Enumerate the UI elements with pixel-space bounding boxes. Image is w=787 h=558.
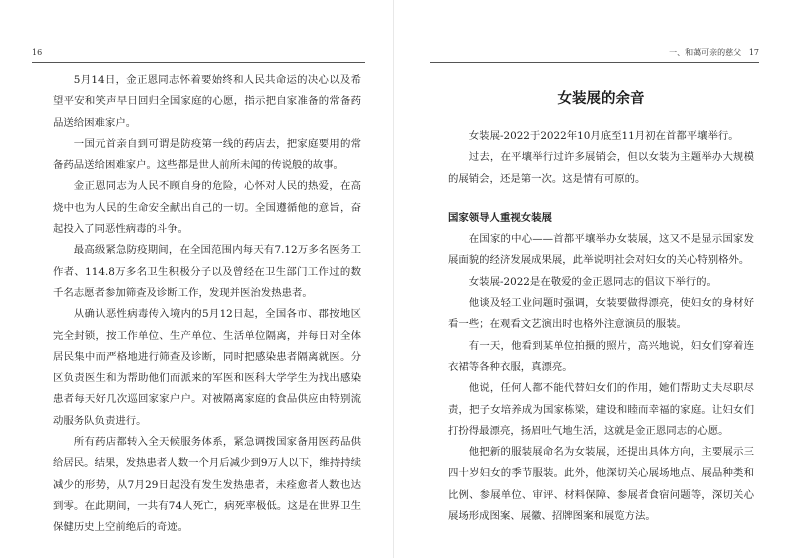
section-paragraph-4: 有一天，他看到某单位拍摄的照片，高兴地说，妇女们穿着连衣裙等各种衣服，真漂亮。 [448,339,754,373]
left-paragraph-5: 从确认恶性病毒传入境内的5月12日起，全国各市、郡按地区完全封锁，按工作单位、生产单位、生活单位隔离，并每日对全体居民集中而严格地进行筛查及诊断，同时把感染患者隔离就医。分区负责医生和为帮助他们而派来的军医和医科大学学生为找出感染患者每天好几次巡回家家户户。对被隔离家庭的食品供应由特别流动服务队负责进行。 [53,308,361,427]
running-head-and-page-number [669,46,759,60]
left-paragraph-4: 最高级紧急防疫期间，在全国范围内每天有7.12万多名医务工作者、114.8万多名卫生积极分子以及曾经在卫生部门工作过的数千名志愿者参加筛查及诊断工作，发现并医治发热患者。 [53,244,361,299]
left-paragraph-6: 所有药店都转入全天候服务体系，紧急调拨国家备用医药品供给居民。结果，发热患者人数一个月后减少到9万人以下，维持持续减少的形势，从7月29日起没有发生发热患者，未痊愈者人数也达到零。在此期间，一共有74人死亡，病死率极低。这是在世界卫生保健历史上空前绝后的奇迹。 [53,436,361,534]
intro-paragraph-2: 过去，在平壤举行过许多展销会，但以女装为主题举办大规模的展销会，还是第一次。这是情有可原的。 [448,151,754,185]
running-head: 一、和蔼可亲的慈父 [669,48,742,57]
right-page-number: 17 [748,48,759,57]
left-paragraph-2: 一国元首亲自到可谓是防疫第一线的药店去，把家庭要用的常备药品送给困难家户。这些都是世人前所未闻的传说般的故事。 [53,137,361,172]
section-paragraph-3: 他谈及轻工业问题时强调，女装要做得漂亮，使妇女的身材好看一些；在观看文艺演出时也格外注意演员的服装。 [448,297,754,331]
section-paragraph-2: 女装展-2022是在敬爱的金正恩同志的倡议下举行的。 [468,275,717,288]
left-header-rule [32,62,365,63]
left-paragraph-3: 金正恩同志为人民不顾自身的危险，心怀对人民的热爱，在高烧中也为人民的生命安全献出自己的一切。全国遵循他的意旨，奋起投入了同恶性病毒的斗争。 [53,180,361,236]
left-page-number: 16 [32,48,43,57]
right-page [394,0,787,558]
chapter-title: 女装展的余音 [557,90,645,107]
right-page-body [448,82,754,527]
left-page-body [53,70,361,539]
left-page-header [32,46,365,60]
right-header-rule [430,62,759,63]
left-paragraph-1: 5月14日，金正恩同志怀着要始终和人民共命运的决心以及希望平安和笑声早日回归全国家庭的心愿，指示把自家准备的常备药品送给困难家户。 [53,74,361,129]
section-paragraph-1: 在国家的中心——首都平壤举办女装展，这又不是显示国家发展面貌的经济发展成果展，此举说明社会对妇女的关心特别格外。 [448,233,754,267]
intro-paragraph-1: 女装展-2022于2022年10月底至11月初在首都平壤举行。 [468,130,739,142]
left-page [0,0,393,558]
section-paragraph-5: 他说，任何人都不能代替妇女们的作用，她们帮助丈夫尽职尽责，把子女培养成为国家栋梁，建设和睦而幸福的家庭。让妇女们打扮得最漂亮，扬眉吐气地生活，这就是金正恩同志的心愿。 [448,382,754,437]
section-subheading: 国家领导人重视女装展 [448,211,552,224]
section-paragraph-6: 他把新的服装展命名为女装展，还提出具体方向，主要展示三四十岁妇女的季节服装。此外，他深切关心展场地点、展品种类和比例、参展单位、审评、材料保障、参展者食宿问题等，深切关心展场形成图案、展徽、招牌图案和展览方法。 [448,446,754,523]
right-page-header [430,46,759,60]
